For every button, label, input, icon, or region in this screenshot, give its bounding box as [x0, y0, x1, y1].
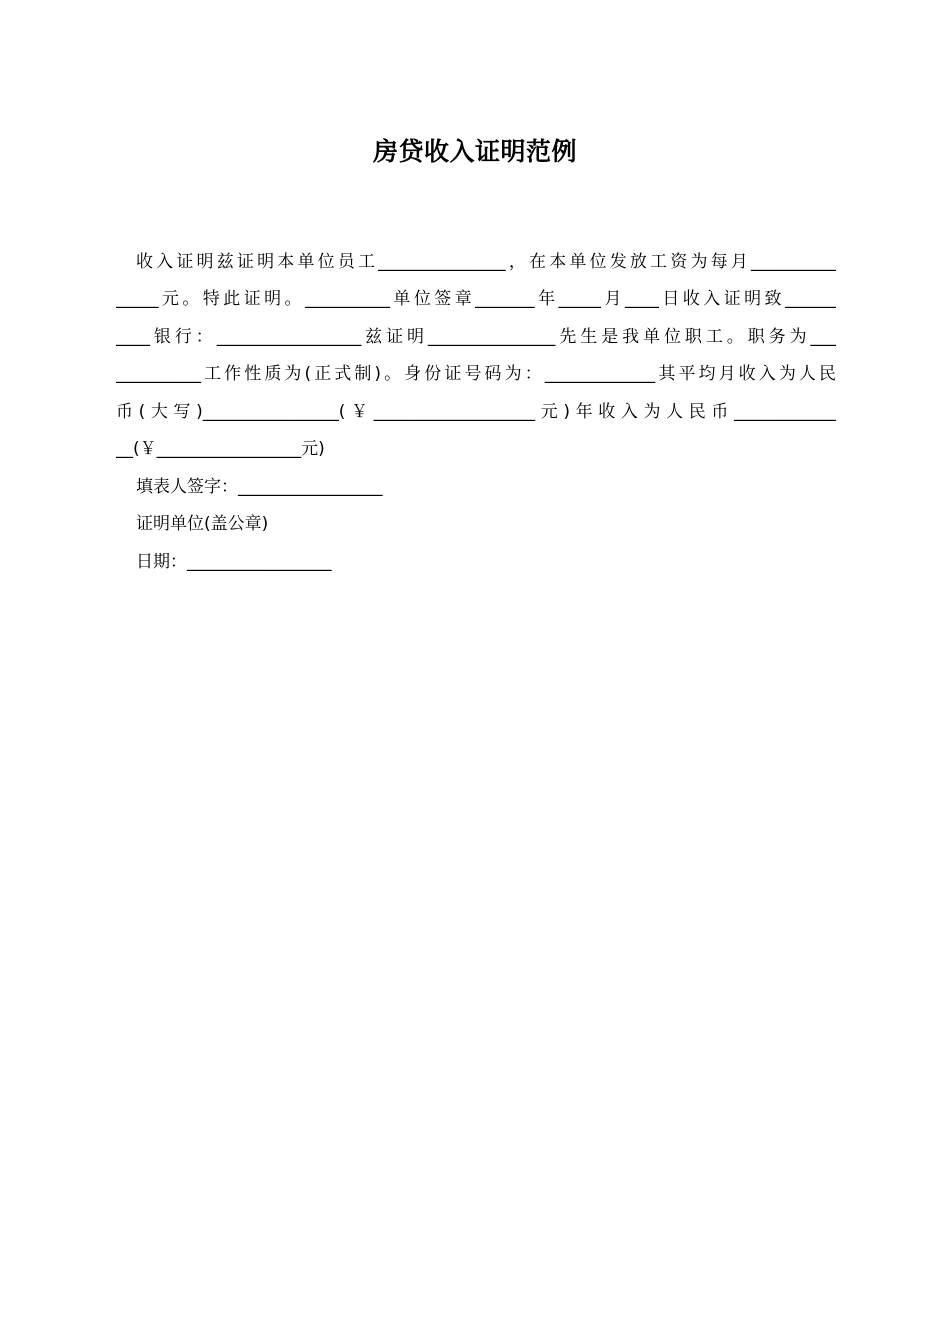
body-line-3: ____银行：_________________兹证明_______________先生是我单位职工。职务为___: [116, 327, 836, 347]
body-line-5: 币(大写)________________(￥___________________元)年收入为人民币____________: [116, 402, 836, 422]
signer-signature-line: 填表人签字：_________________: [136, 477, 383, 497]
document-title: 房贷收入证明范例: [372, 137, 577, 166]
body-line-1: 收入证明兹证明本单位员工_______________，在本单位发放工资为每月__________: [136, 252, 836, 272]
body-line-4: __________工作性质为(正式制)。身份证号码为：_____________其平均月收入为人民: [116, 364, 836, 384]
date-line: 日期：_________________: [136, 552, 332, 572]
body-line-2: _____元。特此证明。__________单位签章_______年_____月____日收入证明致______: [116, 289, 836, 309]
body-line-6: __(￥_________________元): [116, 439, 325, 459]
certifying-unit-line: 证明单位(盖公章): [136, 514, 269, 534]
